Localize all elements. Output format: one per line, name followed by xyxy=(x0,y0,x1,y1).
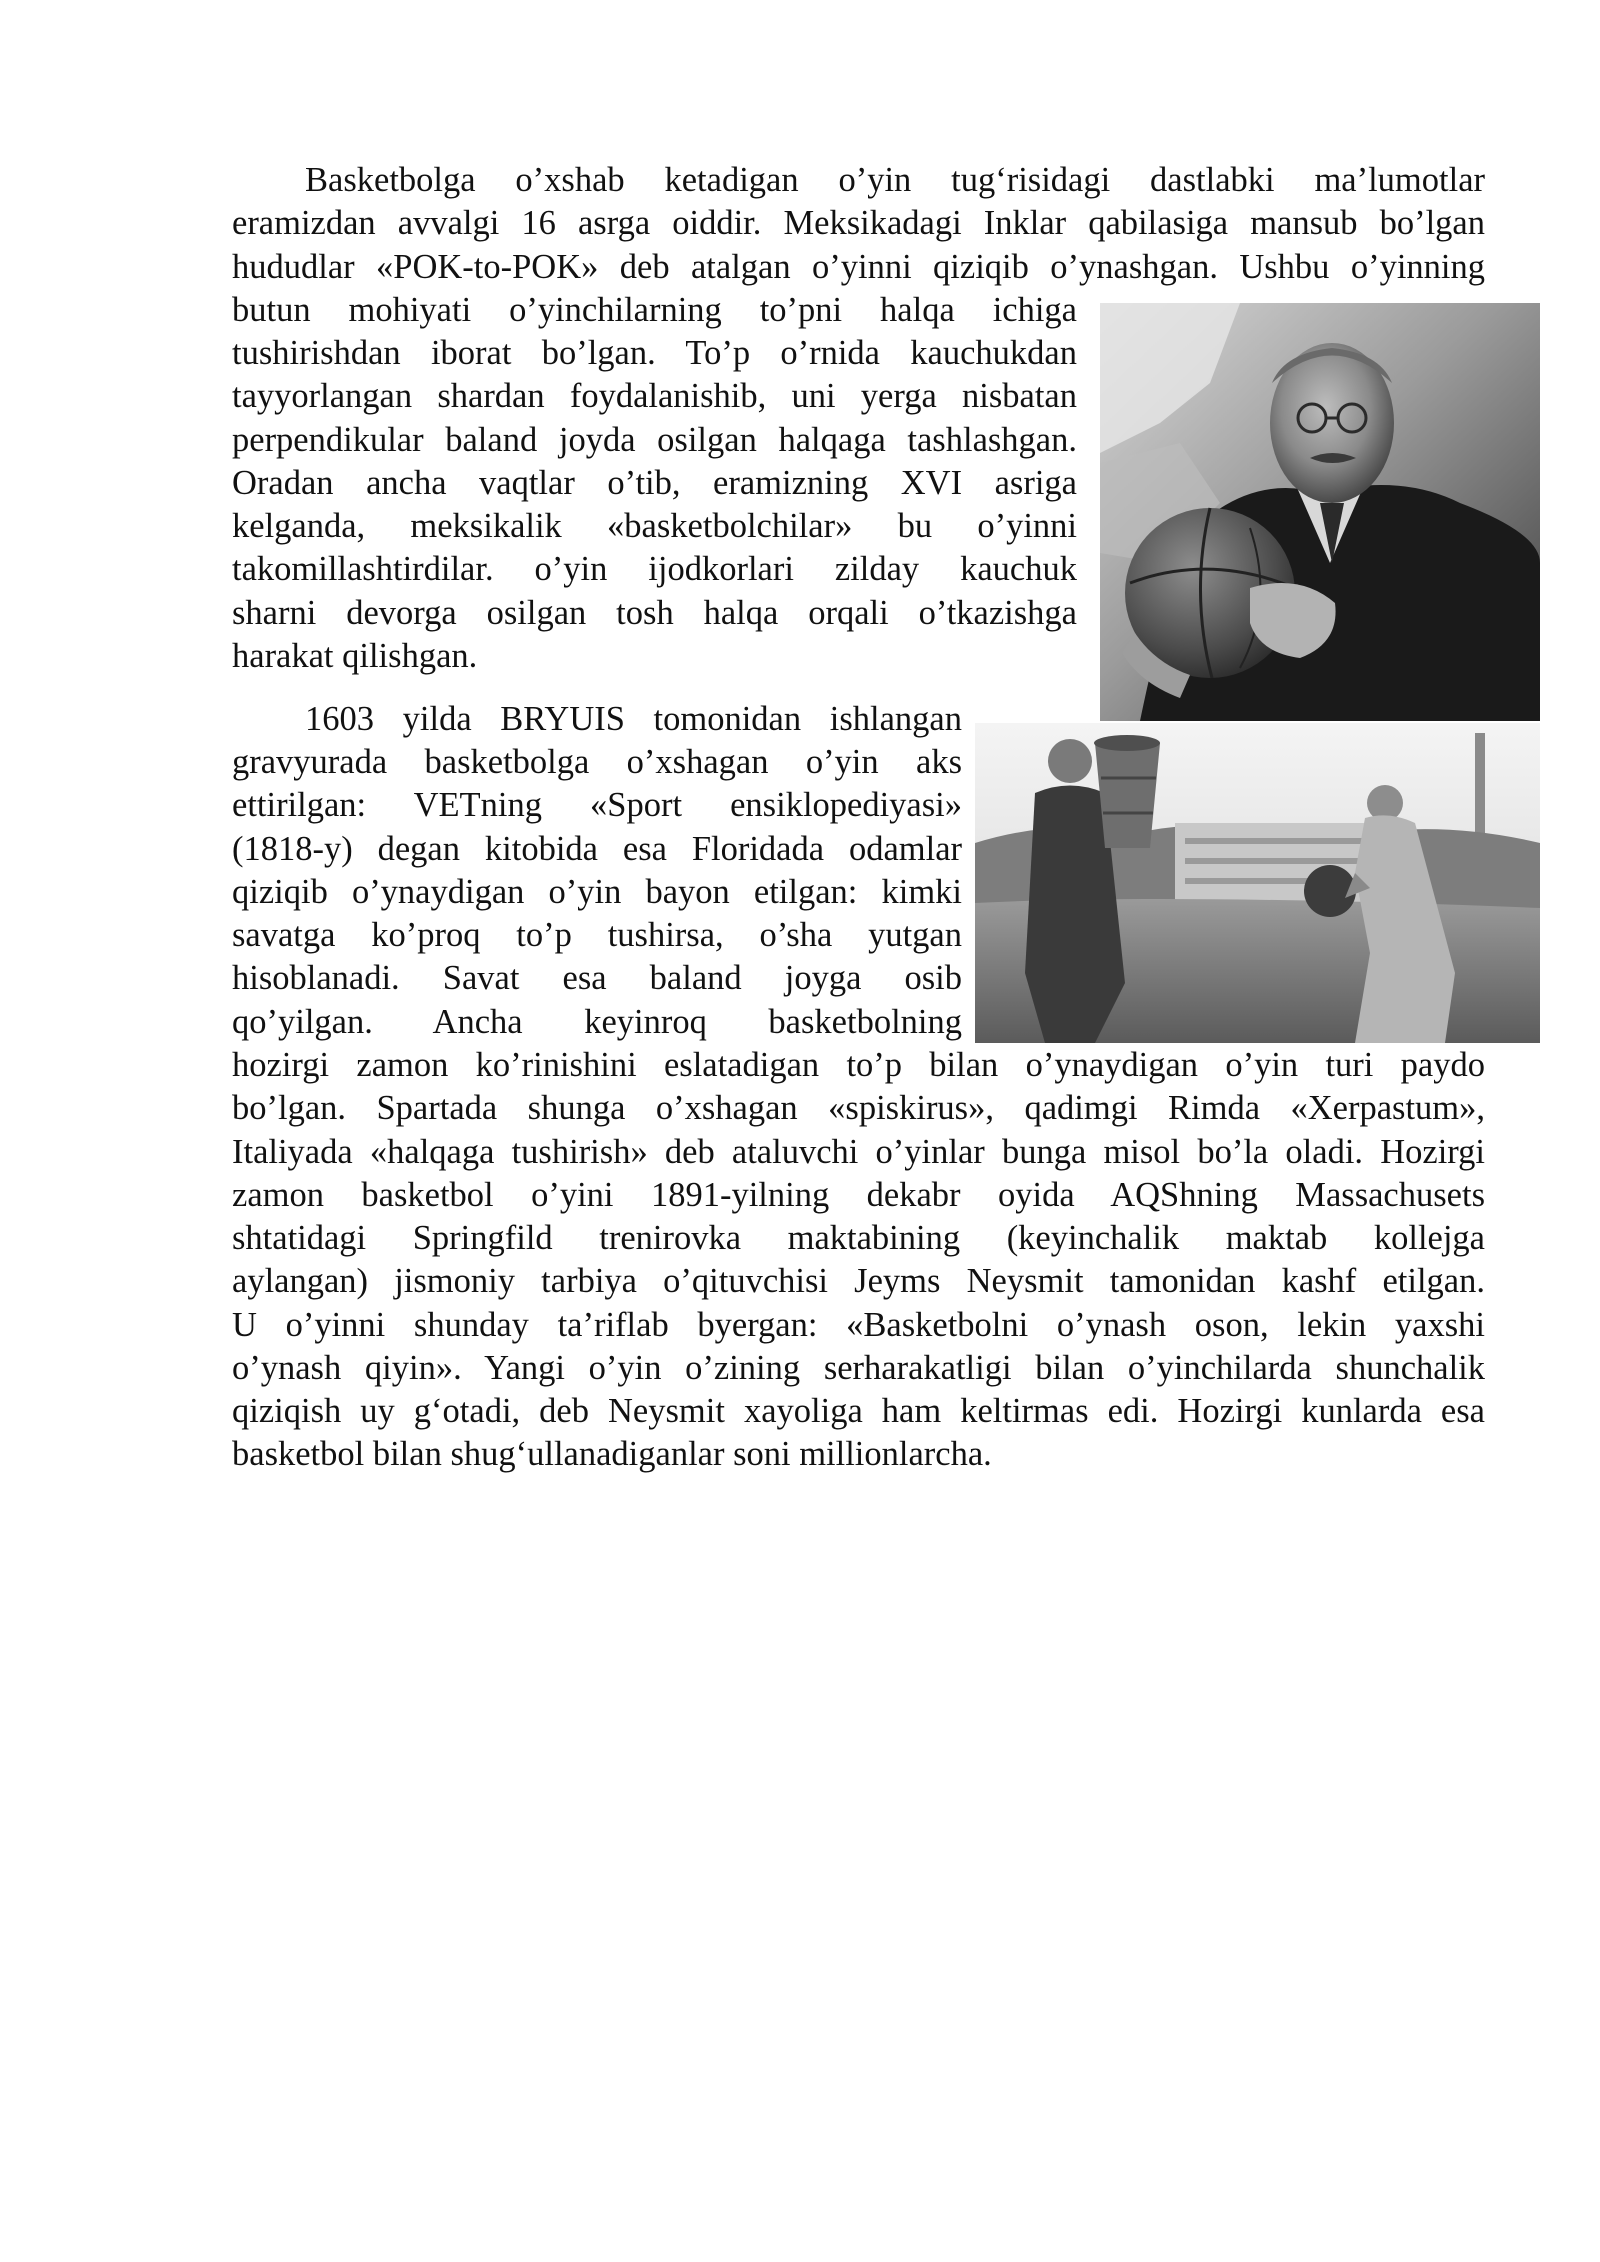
text-line: harakat qilishgan. xyxy=(232,637,478,675)
text-line: (1818-y) degan kitobida esa Floridada odamlar xyxy=(232,830,962,868)
text-line: U o’yinni shunday ta’riflab byergan: «Basketbolni o’ynash oson, lekin yaxshi xyxy=(232,1306,1485,1344)
text-line: o’ynash qiyin». Yangi o’yin o’zining serharakatligi bilan o’yinchilarda shunchalik xyxy=(232,1349,1485,1387)
text-line: zamon basketbol o’yini 1891-yilning dekabr oyida AQShning Massachusets xyxy=(232,1176,1485,1214)
text-line: savatga ko’proq to’p tushirsa, o’sha yutgan xyxy=(232,916,962,954)
players-photo xyxy=(975,723,1540,1043)
text-line: hozirgi zamon ko’rinishini eslatadigan to’p bilan o’ynaydigan o’yin turi paydo xyxy=(232,1046,1485,1084)
text-line: sharni devorga osilgan tosh halqa orqali o’tkazishga xyxy=(232,594,1077,632)
text-line: perpendikular baland joyda osilgan halqaga tashlashgan. xyxy=(232,421,1077,459)
text-line: butun mohiyati o’yinchilarning to’pni halqa ichiga xyxy=(232,291,1077,329)
text-line: Oradan ancha vaqtlar o’tib, eramizning XVI asriga xyxy=(232,464,1077,502)
text-line: 1603 yilda BRYUIS tomonidan ishlangan xyxy=(305,700,962,738)
text-line: tayyorlangan shardan foydalanishib, uni yerga nisbatan xyxy=(232,377,1077,415)
text-line: ettirilgan: VETning «Sport ensiklopediyasi» xyxy=(232,786,962,824)
text-line: Italiyada «halqaga tushirish» deb ataluvchi o’yinlar bunga misol bo’la oladi. Hozirgi xyxy=(232,1133,1485,1171)
text-line: bo’lgan. Spartada shunga o’xshagan «spiskirus», qadimgi Rimda «Xerpastum», xyxy=(232,1089,1485,1127)
portrait-photo xyxy=(1100,303,1540,721)
text-line: takomillashtirdilar. o’yin ijodkorlari zilday kauchuk xyxy=(232,550,1077,588)
text-line: basketbol bilan shug‘ullanadiganlar soni millionlarcha. xyxy=(232,1435,992,1473)
text-line: qo’yilgan. Ancha keyinroq basketbolning xyxy=(232,1003,962,1041)
text-line: kelganda, meksikalik «basketbolchilar» bu o’yinni xyxy=(232,507,1077,545)
text-line: qiziqish uy g‘otadi, deb Neysmit xayoliga ham keltirmas edi. Hozirgi kunlarda esa xyxy=(232,1392,1485,1430)
text-line: tushirishdan iborat bo’lgan. To’p o’rnida kauchukdan xyxy=(232,334,1077,372)
text-line: Basketbolga o’xshab ketadigan o’yin tug‘risidagi dastlabki ma’lumotlar xyxy=(305,161,1485,199)
text-line: qiziqib o’ynaydigan o’yin bayon etilgan: kimki xyxy=(232,873,962,911)
text-line: hududlar «POK-to-POK» deb atalgan o’yinni qiziqib o’ynashgan. Ushbu o’yinning xyxy=(232,248,1485,286)
text-line: eramizdan avvalgi 16 asrga oiddir. Meksikadagi Inklar qabilasiga mansub bo’lgan xyxy=(232,204,1485,242)
text-line: hisoblanadi. Savat esa baland joyga osib xyxy=(232,959,962,997)
text-line: aylangan) jismoniy tarbiya o’qituvchisi Jeyms Neysmit tamonidan kashf etilgan. xyxy=(232,1262,1485,1300)
text-line: shtatidagi Springfild trenirovka maktabining (keyinchalik maktab kollejga xyxy=(232,1219,1485,1257)
text-line: gravyurada basketbolga o’xshagan o’yin aks xyxy=(232,743,962,781)
